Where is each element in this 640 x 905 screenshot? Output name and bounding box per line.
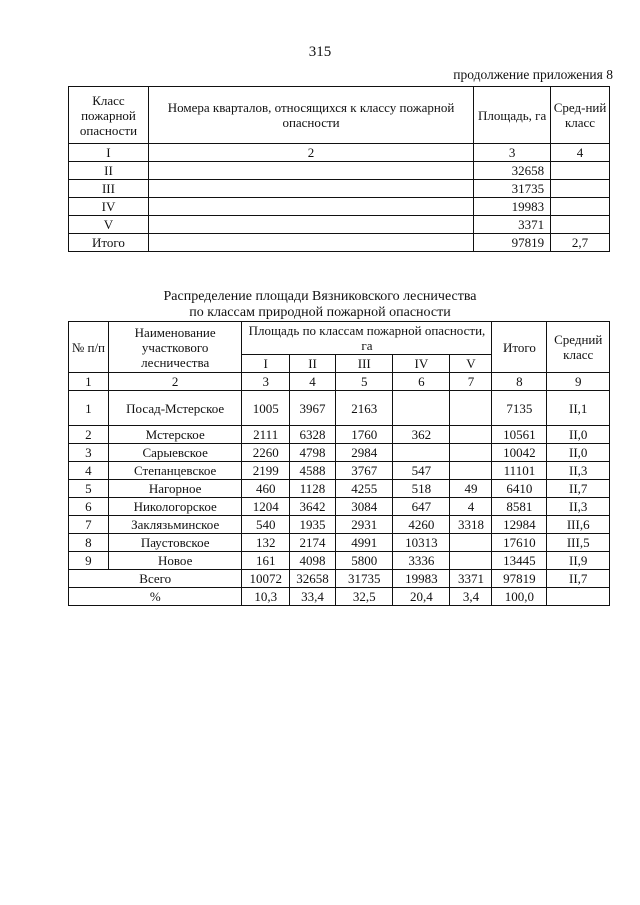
cell: Новое — [108, 552, 242, 570]
col-num: 3 — [474, 144, 551, 162]
cell: 3318 — [450, 516, 492, 534]
cell: 20,4 — [393, 588, 450, 606]
cell: 32,5 — [336, 588, 393, 606]
table-row — [69, 480, 610, 498]
cell — [551, 162, 610, 180]
header-area-group: Площадь по классам пожарной опасности, га — [242, 322, 492, 355]
table-row — [69, 534, 610, 552]
cell: 2,7 — [551, 234, 610, 252]
cell — [450, 444, 492, 462]
continuation-label: продолжение приложения 8 — [453, 67, 613, 82]
table-row — [69, 216, 610, 234]
col-num: 1 — [69, 373, 109, 391]
cell: 161 — [242, 552, 289, 570]
table-header-row — [69, 87, 610, 144]
cell — [148, 198, 473, 216]
table-header-row — [69, 322, 610, 355]
column-number-row — [69, 144, 610, 162]
cell: Мстерское — [108, 426, 242, 444]
cell — [450, 426, 492, 444]
cell — [148, 234, 473, 252]
header-quarters: Номера кварталов, относящихся к классу пожарной опасности — [148, 87, 473, 144]
cell: 17610 — [492, 534, 547, 552]
cell: II,7 — [547, 480, 610, 498]
column-number-row — [69, 373, 610, 391]
table-caption-line1: Распределение площади Вязниковского лесничества — [163, 289, 477, 304]
col-num: 5 — [336, 373, 393, 391]
fire-class-table — [68, 86, 610, 252]
cell: 3371 — [474, 216, 551, 234]
cell: 4255 — [336, 480, 393, 498]
cell: Никологорское — [108, 498, 242, 516]
table-percent-row — [69, 588, 610, 606]
cell: III,5 — [547, 534, 610, 552]
header-class: III — [336, 355, 393, 373]
cell: III,6 — [547, 516, 610, 534]
cell: 2111 — [242, 426, 289, 444]
cell: 1760 — [336, 426, 393, 444]
cell — [551, 216, 610, 234]
cell: II,7 — [547, 570, 610, 588]
col-num: 7 — [450, 373, 492, 391]
cell: 647 — [393, 498, 450, 516]
cell: 12984 — [492, 516, 547, 534]
header-num: № п/п — [69, 322, 109, 373]
cell: 2163 — [336, 391, 393, 426]
col-num: 6 — [393, 373, 450, 391]
cell: II,0 — [547, 444, 610, 462]
cell: Посад-Мстерское — [108, 391, 242, 426]
table-row — [69, 516, 610, 534]
cell: 97819 — [474, 234, 551, 252]
col-num: 4 — [289, 373, 335, 391]
table-row — [69, 180, 610, 198]
cell: 1128 — [289, 480, 335, 498]
cell: 6328 — [289, 426, 335, 444]
cell — [551, 180, 610, 198]
col-num: 2 — [148, 144, 473, 162]
cell: 8 — [69, 534, 109, 552]
table-caption-line2: по классам природной пожарной опасности — [189, 305, 451, 320]
cell: 1935 — [289, 516, 335, 534]
cell: V — [69, 216, 149, 234]
cell: 7135 — [492, 391, 547, 426]
header-area: Площадь, га — [474, 87, 551, 144]
cell: 2984 — [336, 444, 393, 462]
cell: 518 — [393, 480, 450, 498]
table-row — [69, 391, 610, 426]
cell — [393, 444, 450, 462]
header-class: Класс пожарной опасности — [69, 87, 149, 144]
table-row — [69, 444, 610, 462]
cell: 31735 — [336, 570, 393, 588]
cell: 4588 — [289, 462, 335, 480]
cell: 11101 — [492, 462, 547, 480]
cell — [450, 391, 492, 426]
cell: 10313 — [393, 534, 450, 552]
cell: 10,3 — [242, 588, 289, 606]
cell: 3,4 — [450, 588, 492, 606]
cell: 132 — [242, 534, 289, 552]
table-row — [69, 552, 610, 570]
cell — [148, 180, 473, 198]
cell — [450, 462, 492, 480]
cell — [450, 534, 492, 552]
cell: 49 — [450, 480, 492, 498]
cell: 31735 — [474, 180, 551, 198]
cell: II,3 — [547, 462, 610, 480]
cell: Сарыевское — [108, 444, 242, 462]
cell: 1204 — [242, 498, 289, 516]
cell: 3084 — [336, 498, 393, 516]
header-class: IV — [393, 355, 450, 373]
cell: Заклязьминское — [108, 516, 242, 534]
cell: 13445 — [492, 552, 547, 570]
cell: 1 — [69, 391, 109, 426]
cell: 19983 — [474, 198, 551, 216]
table-row — [69, 462, 610, 480]
cell: Нагорное — [108, 480, 242, 498]
cell: 97819 — [492, 570, 547, 588]
table-row — [69, 498, 610, 516]
col-num: 3 — [242, 373, 289, 391]
cell: 4 — [69, 462, 109, 480]
cell: 362 — [393, 426, 450, 444]
cell: 3 — [69, 444, 109, 462]
cell — [148, 216, 473, 234]
cell: II,9 — [547, 552, 610, 570]
cell: Итого — [69, 234, 149, 252]
header-avg: Средний класс — [547, 322, 610, 373]
cell: 3336 — [393, 552, 450, 570]
cell: 32658 — [474, 162, 551, 180]
total-label: Всего — [69, 570, 242, 588]
cell: 460 — [242, 480, 289, 498]
forestry-distribution-table — [68, 321, 610, 606]
cell: 6410 — [492, 480, 547, 498]
cell: 33,4 — [289, 588, 335, 606]
table-row — [69, 162, 610, 180]
cell: II — [69, 162, 149, 180]
cell: 3967 — [289, 391, 335, 426]
page-number: 315 — [308, 44, 332, 60]
cell: 1005 — [242, 391, 289, 426]
cell: 19983 — [393, 570, 450, 588]
header-class: II — [289, 355, 335, 373]
col-num: 8 — [492, 373, 547, 391]
cell — [547, 588, 610, 606]
cell: 5800 — [336, 552, 393, 570]
cell: 3371 — [450, 570, 492, 588]
percent-label: % — [69, 588, 242, 606]
table-total-row — [69, 570, 610, 588]
table-row — [69, 198, 610, 216]
cell: 2 — [69, 426, 109, 444]
cell: 2931 — [336, 516, 393, 534]
cell: 4991 — [336, 534, 393, 552]
col-num: 4 — [551, 144, 610, 162]
header-avg-class: Сред-ний класс — [551, 87, 610, 144]
cell: III — [69, 180, 149, 198]
cell: 5 — [69, 480, 109, 498]
cell: II,0 — [547, 426, 610, 444]
cell — [450, 552, 492, 570]
cell — [551, 198, 610, 216]
cell — [393, 391, 450, 426]
cell: 2199 — [242, 462, 289, 480]
table-row — [69, 426, 610, 444]
cell: 10072 — [242, 570, 289, 588]
col-num: 2 — [108, 373, 242, 391]
cell: II,1 — [547, 391, 610, 426]
cell: 2174 — [289, 534, 335, 552]
header-name: Наименование участкового лесничества — [108, 322, 242, 373]
cell: Паустовское — [108, 534, 242, 552]
header-class: I — [242, 355, 289, 373]
cell: IV — [69, 198, 149, 216]
table-total-row — [69, 234, 610, 252]
cell: Степанцевское — [108, 462, 242, 480]
cell: 8581 — [492, 498, 547, 516]
col-num: 9 — [547, 373, 610, 391]
cell: 4798 — [289, 444, 335, 462]
cell: 32658 — [289, 570, 335, 588]
cell — [148, 162, 473, 180]
cell: 7 — [69, 516, 109, 534]
cell: 4 — [450, 498, 492, 516]
cell: 3642 — [289, 498, 335, 516]
cell: 4260 — [393, 516, 450, 534]
cell: II,3 — [547, 498, 610, 516]
cell: 547 — [393, 462, 450, 480]
cell: 10561 — [492, 426, 547, 444]
cell: 10042 — [492, 444, 547, 462]
cell: 3767 — [336, 462, 393, 480]
cell: 540 — [242, 516, 289, 534]
header-total: Итого — [492, 322, 547, 373]
cell: 100,0 — [492, 588, 547, 606]
cell: 2260 — [242, 444, 289, 462]
cell: 9 — [69, 552, 109, 570]
header-class: V — [450, 355, 492, 373]
cell: 4098 — [289, 552, 335, 570]
cell: 6 — [69, 498, 109, 516]
col-num: I — [69, 144, 149, 162]
